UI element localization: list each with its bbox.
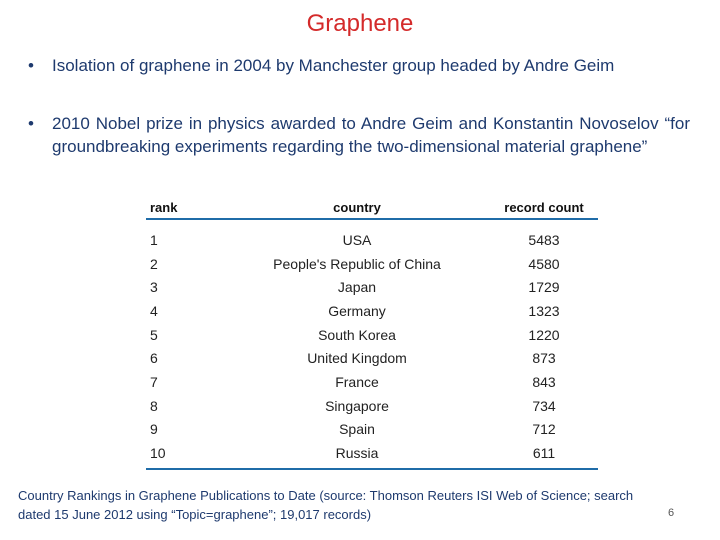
cell-rank: 1 xyxy=(150,231,158,248)
table-row xyxy=(146,441,598,469)
country-ranking-table xyxy=(146,196,598,470)
cell-country: People's Republic of China xyxy=(273,255,441,272)
table-row xyxy=(146,275,598,299)
cell-country: Germany xyxy=(328,302,386,319)
cell-country: USA xyxy=(342,231,372,248)
cell-record-count: 5483 xyxy=(528,231,560,248)
bullet-item xyxy=(28,54,690,77)
cell-rank: 2 xyxy=(150,255,158,272)
header-rank: rank xyxy=(146,196,224,219)
bullet-item xyxy=(28,112,690,182)
cell-rank: 6 xyxy=(150,350,158,367)
slide-title: Graphene xyxy=(306,10,414,37)
cell-rank: 5 xyxy=(150,326,158,343)
header-country: country xyxy=(224,196,490,219)
table-row xyxy=(146,252,598,276)
cell-country: Spain xyxy=(339,421,375,438)
cell-rank: 4 xyxy=(150,302,158,319)
bullet-text: 2010 Nobel prize in physics awarded to Andre Geim and Konstantin Novoselov “for groundbreaking experiments regarding the two-dimensional material graphene” xyxy=(52,114,690,156)
cell-rank: 3 xyxy=(150,279,158,296)
cell-rank: 7 xyxy=(150,373,158,390)
table-row xyxy=(146,219,598,252)
cell-rank: 10 xyxy=(146,441,224,469)
cell-record-count: 611 xyxy=(490,441,598,469)
table-row xyxy=(146,299,598,323)
cell-record-count: 1220 xyxy=(528,326,560,343)
cell-record-count: 734 xyxy=(532,397,556,414)
cell-record-count: 1729 xyxy=(528,279,560,296)
cell-record-count: 873 xyxy=(532,350,556,367)
table-row xyxy=(146,418,598,442)
bullet-dot: • xyxy=(28,56,34,75)
cell-record-count: 4580 xyxy=(528,255,560,272)
cell-country: Singapore xyxy=(325,397,389,414)
cell-record-count: 1323 xyxy=(528,302,560,319)
cell-country: France xyxy=(335,373,379,390)
bullet-dot: • xyxy=(28,114,34,133)
cell-rank: 8 xyxy=(150,397,158,414)
cell-country: Russia xyxy=(224,441,490,469)
table-caption: Country Rankings in Graphene Publications to Date (source: Thomson Reuters ISI Web of Science; search dated 15 June 2012 using “Topic=graphene”; 19,017 records) xyxy=(18,488,634,522)
bullet-text: Isolation of graphene in 2004 by Manchester group headed by Andre Geim xyxy=(52,56,615,75)
header-record-count: record count xyxy=(490,196,598,219)
cell-country: Japan xyxy=(337,279,377,296)
table-header-row xyxy=(146,196,598,219)
cell-record-count: 712 xyxy=(532,421,556,438)
cell-country: South Korea xyxy=(318,326,396,343)
cell-rank: 9 xyxy=(150,421,158,438)
page-number: 6 xyxy=(668,507,675,519)
table-row xyxy=(146,346,598,370)
table-row xyxy=(146,394,598,418)
country-ranking-table-image xyxy=(146,196,598,472)
cell-country: United Kingdom xyxy=(307,350,407,367)
table-row xyxy=(146,370,598,394)
cell-record-count: 843 xyxy=(532,373,556,390)
table-row xyxy=(146,323,598,347)
